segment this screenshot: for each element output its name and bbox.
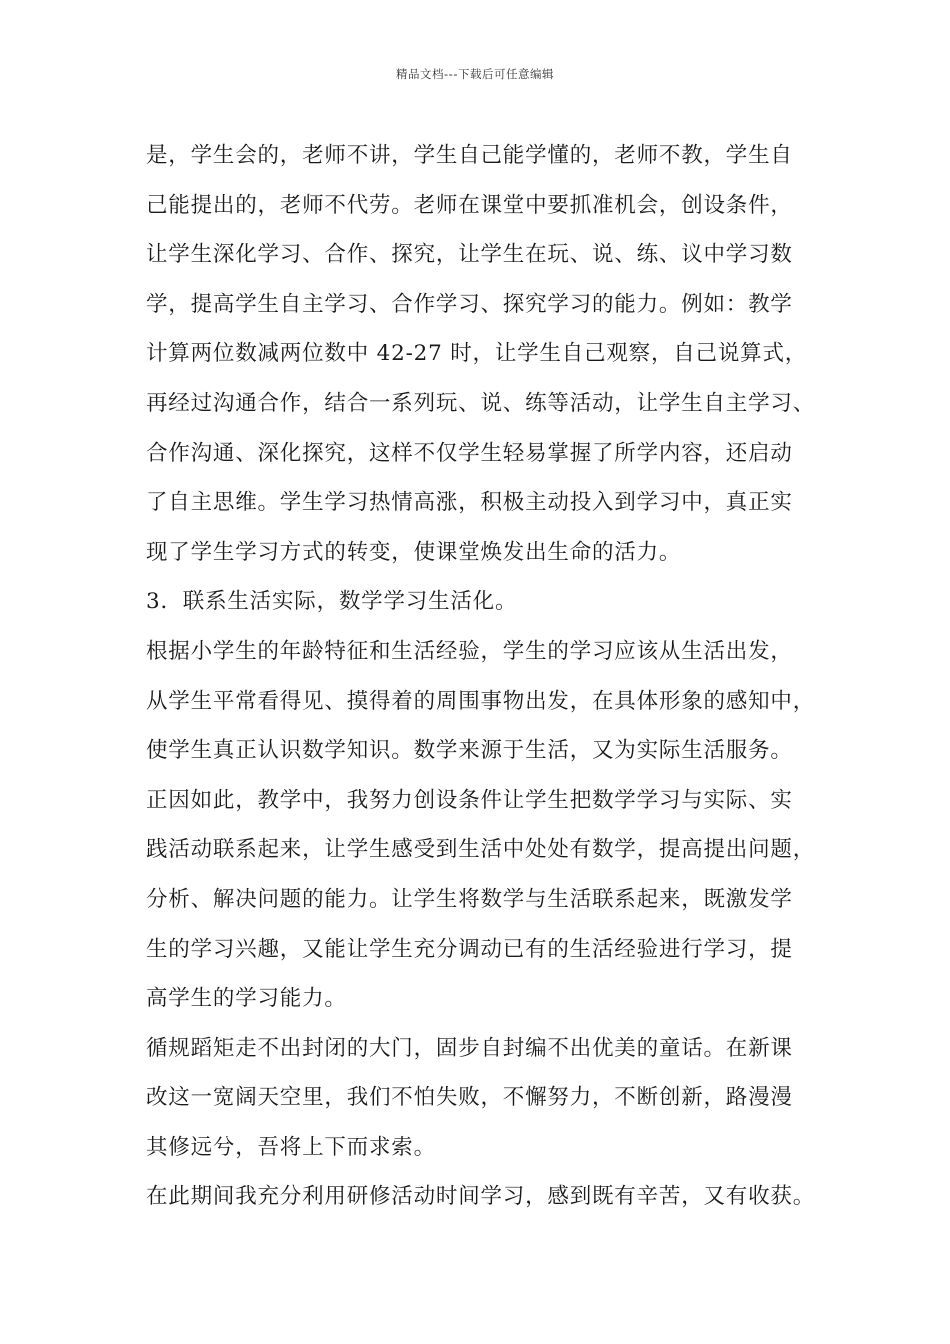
body-line: 学，提高学生自主学习、合作学习、探究学习的能力。例如：教学 [146, 291, 793, 317]
body-line: 现了学生学习方式的转变，使课堂焕发出生命的活力。 [146, 539, 682, 565]
body-line: 正因如此，教学中，我努力创设条件让学生把数学学习与实际、实 [146, 787, 793, 813]
body-line: 让学生深化学习、合作、探究，让学生在玩、说、练、议中学习数 [146, 242, 793, 268]
body-line: 高学生的学习能力。 [146, 986, 347, 1012]
body-line: 再经过沟通合作，结合一系列玩、说、练等活动，让学生自主学习、 [146, 390, 816, 416]
body-line: 改这一宽阔天空里，我们不怕失败，不懈努力，不断创新，路漫漫 [146, 1085, 793, 1111]
document-body [146, 131, 836, 1222]
body-line: 己能提出的，老师不代劳。老师在课堂中要抓准机会，创设条件， [146, 192, 793, 218]
page-header: 精品文档---下载后可任意编辑 [396, 67, 554, 81]
section-heading: 3．联系生活实际，数学学习生活化。 [146, 589, 518, 615]
body-line: 合作沟通、深化探究，这样不仅学生轻易掌握了所学内容，还启动 [146, 440, 793, 466]
body-line: 根据小学生的年龄特征和生活经验，学生的学习应该从生活出发， [146, 638, 793, 664]
body-line: 使学生真正认识数学知识。数学来源于生活，又为实际生活服务。 [146, 738, 793, 764]
body-line: 践活动联系起来，让学生感受到生活中处处有数学，提高提出问题， [146, 837, 816, 863]
body-line: 循规蹈矩走不出封闭的大门，固步自封编不出优美的童话。在新课 [146, 1035, 793, 1061]
body-line: 从学生平常看得见、摸得着的周围事物出发，在具体形象的感知中， [146, 688, 816, 714]
body-line: 了自主思维。学生学习热情高涨，积极主动投入到学习中，真正实 [146, 490, 793, 516]
body-line: 其修远兮，吾将上下而求索。 [146, 1134, 436, 1160]
body-line: 生的学习兴趣，又能让学生充分调动已有的生活经验进行学习，提 [146, 936, 793, 962]
body-line: 分析、解决问题的能力。让学生将数学与生活联系起来，既激发学 [146, 886, 793, 912]
body-line: 在此期间我充分利用研修活动时间学习，感到既有辛苦，又有收获。 [146, 1184, 816, 1210]
body-line: 是，学生会的，老师不讲，学生自己能学懂的，老师不教，学生自 [146, 143, 793, 168]
body-line: 计算两位数减两位数中 42-27 时，让学生自己观察，自己说算式， [146, 341, 808, 367]
